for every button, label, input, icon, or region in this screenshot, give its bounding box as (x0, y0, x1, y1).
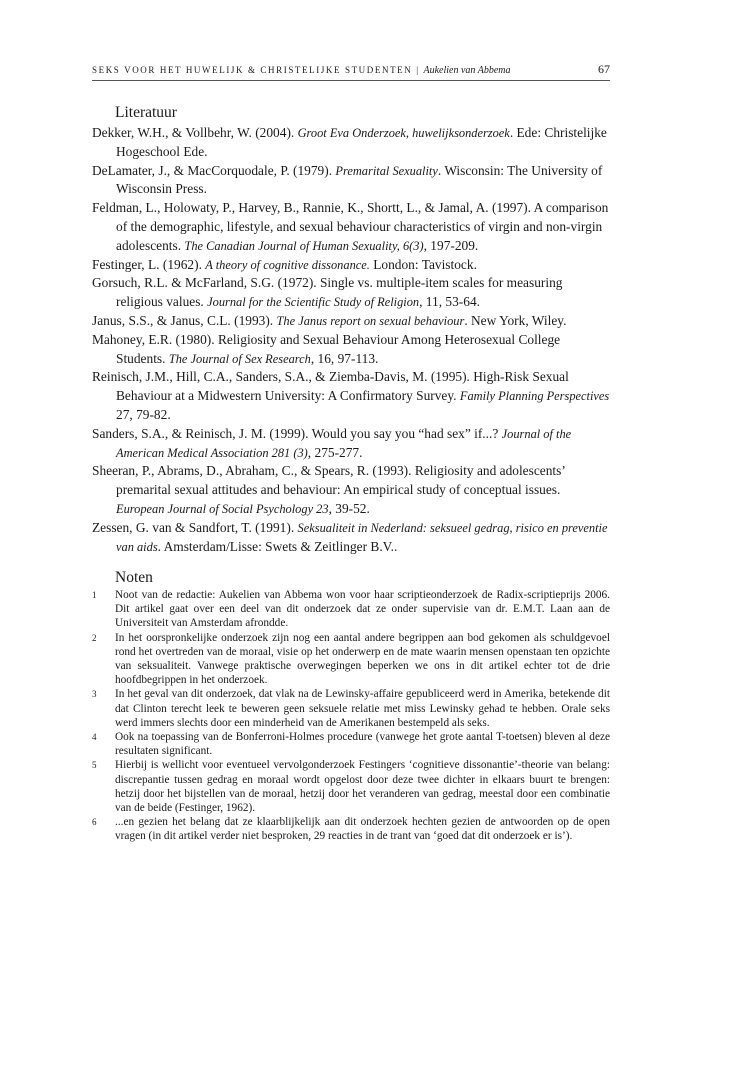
notes-list (92, 588, 610, 844)
running-head (92, 62, 610, 81)
reference-item: Feldman, L., Holowaty, P., Harvey, B., Rannie, K., Shortt, L., & Jamal, A. (1997). A comparison of the demographic, lifestyle, and sexual behaviour characteristics of virgin and non-virgin adolescents. The Canadian Journal of Human Sexuality, 6(3), 197-209. (92, 200, 609, 253)
note-text: Hierbij is wellicht voor eventueel vervolgonderzoek Festingers ‘cognitieve dissonantie’-theorie van belang: discrepantie tussen gedrag en moraal wordt opgelost door deze twee dichter in elkaars buurt te brengen: hetzij door het bijstellen van de moraal, hetzij door het veranderen van gedrag, meestal door een combinatie van de beide (Festinger, 1962). (115, 759, 610, 815)
note-text: Noot van de redactie: Aukelien van Abbema won voor haar scriptieonderzoek de Radix-scriptieprijs 2006. Dit artikel gaat over een deel van dit onderzoek dat ze onder supervisie van dr. E.M.T. Laan aan de Universiteit van Amsterdam afrondde. (115, 589, 610, 630)
note-number: 3 (92, 689, 97, 700)
note-item (92, 588, 610, 631)
reference-list (92, 124, 612, 556)
reference-item: Sheeran, P., Abrams, D., Abraham, C., & Spears, R. (1993). Religiosity and adolescents’ premarital sexual attitudes and behaviour: An empirical study of conceptual issues. European Journal of Social Psychology 23, 39-52. (92, 463, 565, 516)
reference-item: Dekker, W.H., & Vollbehr, W. (2004). Groot Eva Onderzoek, huwelijksonderzoek. Ede: Christelijke Hogeschool Ede. (92, 125, 607, 159)
note-number: 2 (92, 632, 97, 643)
literature-heading: Literatuur (115, 104, 177, 121)
reference-item: DeLamater, J., & MacCorquodale, P. (1979). Premarital Sexuality. Wisconsin: The University of Wisconsin Press. (92, 162, 603, 197)
note-item (92, 730, 610, 758)
reference-item: Gorsuch, R.L. & McFarland, S.G. (1972). Single vs. multiple-item scales for measuring religious values. Journal for the Scientific Study of Religion, 11, 53-64. (92, 275, 563, 310)
running-head-text (92, 65, 511, 76)
running-head-separator: | (416, 65, 420, 75)
note-text: In het oorspronkelijke onderzoek zijn nog een aantal andere begrippen aan bod gekomen als schuldgevoel rond het overtreden van de moraal, visie op het onderwerp en de mate waarin mensen openstaan ten opzichte van seksualiteit. Vanwege praktische overwegingen beperken we ons in dit artikel echter tot de drie hoofdbegrippen in het onderzoek. (115, 631, 610, 687)
note-item (92, 631, 610, 688)
reference-item: Sanders, S.A., & Reinisch, J. M. (1999). Would you say you “had sex” if...? Journal of the American Medical Association 281 (3), 275-277. (92, 425, 572, 460)
running-head-author: Aukelien van Abbema (423, 65, 511, 76)
note-text: ...en gezien het belang dat ze klaarblijkelijk aan dit onderzoek hechten gezien de antwoorden op de open vragen (in dit artikel verder niet besproken, 29 reacties in de trant van ‘goed dat dit onderzoek er is’). (115, 816, 610, 843)
note-text: Ook na toepassing van de Bonferroni-Holmes procedure (vanwege het grote aantal T-toetsen) bleven al deze resultaten significant. (115, 731, 610, 758)
reference-item: Reinisch, J.M., Hill, C.A., Sanders, S.A., & Ziemba-Davis, M. (1995). High-Risk Sexual Behaviour at a Midwestern University: A Confirmatory Survey. Family Planning Perspectives 27, 79-82. (92, 369, 610, 422)
page-number: 67 (598, 62, 610, 76)
note-number: 5 (92, 760, 97, 771)
note-item (92, 758, 610, 815)
running-head-title: SEKS VOOR HET HUWELIJK & CHRISTELIJKE STUDENTEN (92, 65, 413, 75)
note-number: 1 (92, 590, 97, 600)
note-item (92, 687, 610, 730)
note-number: 6 (92, 817, 97, 828)
note-number: 4 (92, 732, 97, 743)
reference-item: Mahoney, E.R. (1980). Religiosity and Sexual Behaviour Among Heterosexual College Students. The Journal of Sex Research, 16, 97-113. (92, 331, 561, 366)
reference-item: Zessen, G. van & Sandfort, T. (1991). Seksualiteit in Nederland: seksueel gedrag, risico en preventie van aids. Amsterdam/Lisse: Swets & Zeitlinger B.V.. (92, 519, 608, 554)
reference-item: Janus, S.S., & Janus, C.L. (1993). The Janus report on sexual behaviour. New York, Wiley. (92, 312, 567, 328)
note-text: In het geval van dit onderzoek, dat vlak na de Lewinsky-affaire gepubliceerd werd in Amerika, betekende dit dat Clinton terecht leek te beweren geen seksuele relatie met miss Lewinsky gehad te hebben. Orale seks werd immers slechts door een minderheid van de Amerikanen bestempeld als seks. (115, 688, 610, 729)
notes-heading: Noten (115, 569, 153, 586)
note-item (92, 815, 610, 843)
reference-item: Festinger, L. (1962). A theory of cognitive dissonance. London: Tavistock. (92, 256, 477, 272)
